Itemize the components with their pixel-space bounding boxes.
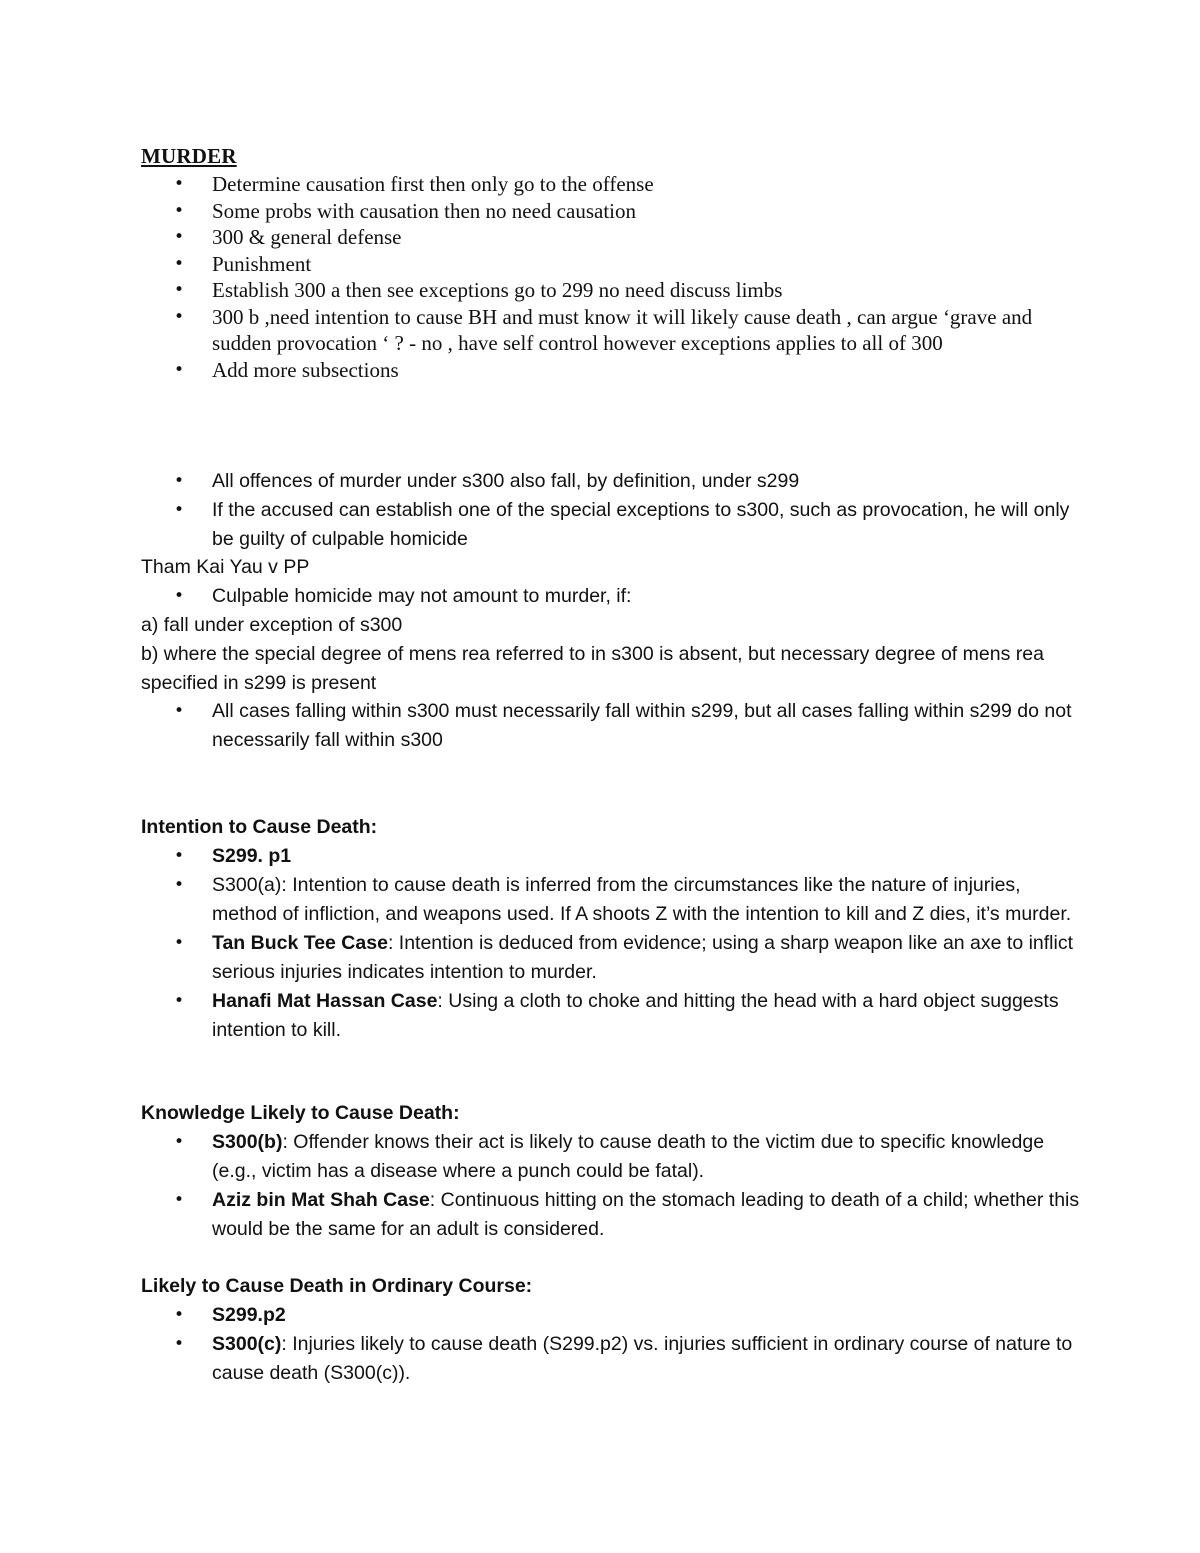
list-item <box>0 1186 1080 1244</box>
list-item: • If the accused can establish one of the special exceptions to s300, such as provocation, he will only be guilty of culpable homicide <box>0 496 1080 554</box>
item-bold-label: Aziz bin Mat Shah Case <box>212 1189 430 1211</box>
section-heading-knowledge: Knowledge Likely to Cause Death: <box>141 1102 460 1124</box>
case-bullet-list <box>0 582 1080 611</box>
list-item: • Punishment <box>0 251 1080 278</box>
list-item <box>0 1301 1080 1330</box>
item-bold-label: S299. p1 <box>212 845 292 867</box>
item-text: S300(a): Intention to cause death is inferred from the circumstances like the nature of injuries, method of infliction, and weapons used. If A shoots Z with the intention to kill and Z dies, it’s murder. <box>212 874 1072 925</box>
list-item: • 300 & general defense <box>0 224 1080 251</box>
list-item <box>0 1330 1080 1388</box>
case-title: Tham Kai Yau v PP <box>141 556 310 578</box>
case-point-a: a) fall under exception of s300 <box>141 614 403 636</box>
case-conclusion-list <box>0 697 1080 755</box>
page-title: MURDER <box>141 144 237 168</box>
item-bold-label: Hanafi Mat Hassan Case <box>212 990 438 1012</box>
intention-bullet-list <box>0 842 1080 1045</box>
intro-bullet-list <box>0 171 1080 383</box>
list-item: • 300 b ,need intention to cause BH and must know it will likely cause death , can argue ‘grave and sudden provocation ‘ ? - no , have self control however exceptions applies to all of 300 <box>0 304 1080 357</box>
item-text: : Offender knows their act is likely to cause death to the victim due to specific knowledge (e.g., victim has a disease where a punch could be fatal). <box>212 1131 1045 1182</box>
list-item <box>0 1128 1080 1186</box>
item-text: : Intention is deduced from evidence; using a sharp weapon like an axe to inflict serious injuries indicates intention to murder. <box>212 932 1074 983</box>
list-item <box>0 929 1080 987</box>
list-item: • All offences of murder under s300 also fall, by definition, under s299 <box>0 467 1080 496</box>
list-item <box>0 842 1080 871</box>
item-text: : Continuous hitting on the stomach leading to death of a child; whether this would be the same for an adult is considered. <box>212 1189 1080 1240</box>
list-item: • Establish 300 a then see exceptions go to 299 no need discuss limbs <box>0 277 1080 304</box>
item-bold-label: S300(c) <box>212 1333 282 1355</box>
section-heading-intention: Intention to Cause Death: <box>141 816 378 838</box>
item-bold-label: S300(b) <box>212 1131 283 1153</box>
list-item <box>0 871 1080 929</box>
item-bold-label: S299.p2 <box>212 1304 286 1326</box>
case-point-b: b) where the special degree of mens rea referred to in s300 is absent, but necessary degree of mens rea specified in s299 is present <box>141 643 1044 694</box>
item-bold-label: Tan Buck Tee Case <box>212 932 388 954</box>
list-item: • Add more subsections <box>0 357 1080 384</box>
list-item: • Culpable homicide may not amount to murder, if: <box>0 582 1080 611</box>
item-text: : Using a cloth to choke and hitting the head with a hard object suggests intention to kill. <box>212 990 1059 1041</box>
relationship-bullet-list <box>0 467 1080 554</box>
list-item: • Some probs with causation then no need causation <box>0 198 1080 225</box>
item-text: : Injuries likely to cause death (S299.p2) vs. injuries sufficient in ordinary course of nature to cause death (S300(c)). <box>212 1333 1073 1384</box>
section-heading-ordinary-course: Likely to Cause Death in Ordinary Course: <box>141 1275 533 1297</box>
list-item: • All cases falling within s300 must necessarily fall within s299, but all cases falling within s299 do not necessarily fall within s300 <box>0 697 1080 755</box>
list-item: • Determine causation first then only go to the offense <box>0 171 1080 198</box>
ordinary-course-bullet-list <box>0 1301 1080 1388</box>
list-item <box>0 987 1080 1045</box>
knowledge-bullet-list <box>0 1128 1080 1244</box>
